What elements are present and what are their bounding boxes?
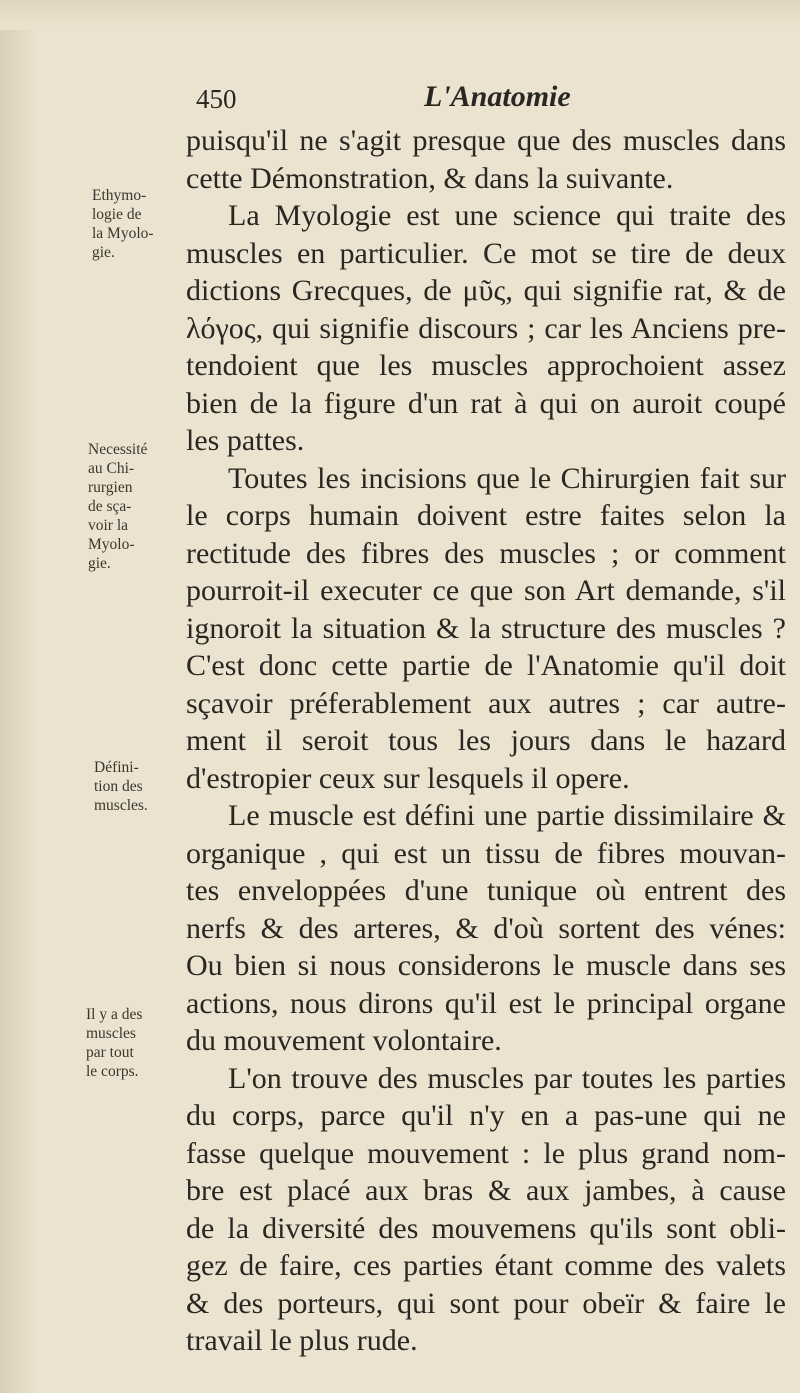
note-line: par tout bbox=[86, 1044, 134, 1061]
paragraph-intro bbox=[186, 122, 786, 197]
text-line: pourroit-il executer ce que son Art demande, s'il bbox=[186, 574, 786, 607]
paragraph-parties bbox=[186, 1060, 786, 1360]
text-line: cette Démonstration, & dans la suivante. bbox=[186, 161, 674, 195]
note-line: rurgien bbox=[88, 479, 133, 496]
marginal-note-ethymologie bbox=[92, 186, 188, 262]
marginal-note-definition bbox=[94, 758, 190, 815]
marginal-note-muscles-par-tout bbox=[86, 1005, 182, 1081]
text-line: La Myologie est une science qui traite des bbox=[228, 199, 786, 232]
marginal-note-necessite bbox=[88, 440, 184, 573]
text-line: ignoroit la situation & la structure des muscles ? bbox=[186, 611, 786, 645]
body-text bbox=[186, 122, 786, 1360]
note-line: Défini- bbox=[94, 759, 139, 776]
note-line: de sça- bbox=[88, 498, 132, 515]
text-line: nerfs & des arteres, & d'où sortent des vénes: bbox=[186, 911, 786, 945]
note-line: la Myolo- bbox=[92, 225, 154, 242]
running-title: L'Anatomie bbox=[424, 80, 571, 113]
text-line: C'est donc cette partie de l'Anatomie qu'il doit bbox=[186, 649, 786, 682]
text-line: puisqu'il ne s'agit presque que des muscles dans bbox=[186, 124, 786, 157]
text-line: bre est placé aux bras & aux jambes, à cause bbox=[186, 1174, 786, 1207]
text-line: actions, nous dirons qu'il est le principal organe bbox=[186, 986, 786, 1020]
note-line: Ethymo- bbox=[92, 187, 147, 204]
text-line: gez de faire, ces parties étant comme des valets bbox=[186, 1249, 786, 1282]
note-line: Necessité bbox=[88, 441, 148, 458]
text-line: tes enveloppées d'une tunique où entrent des bbox=[186, 874, 786, 907]
paragraph-definition bbox=[186, 797, 786, 1060]
text-line: & des porteurs, qui sont pour obeïr & faire le bbox=[186, 1286, 786, 1320]
text-line: Ou bien si nous considerons le muscle dans ses bbox=[186, 949, 786, 982]
text-line: les pattes. bbox=[186, 424, 305, 457]
text-line: Toutes les incisions que le Chirurgien fait sur bbox=[228, 461, 786, 495]
note-line: gie. bbox=[88, 555, 111, 572]
note-line: Il y a des bbox=[86, 1006, 143, 1023]
text-line: bien de la figure d'un rat à qui on auroit coupé bbox=[186, 386, 786, 420]
text-line: du corps, parce qu'il n'y en a pas-une qui ne bbox=[186, 1099, 786, 1132]
note-line: logie de bbox=[92, 206, 142, 223]
text-line: de la diversité des mouvemens qu'ils sont obli- bbox=[186, 1211, 786, 1245]
note-line: tion des bbox=[94, 778, 143, 795]
note-line: muscles bbox=[86, 1025, 136, 1042]
text-line: du mouvement volontaire. bbox=[186, 1024, 502, 1057]
note-line: gie. bbox=[92, 244, 115, 261]
text-line: dictions Grecques, de μῦς, qui signifie rat, & de bbox=[186, 274, 786, 307]
text-line: travail le plus rude. bbox=[186, 1324, 418, 1357]
page-gutter-shadow bbox=[0, 0, 40, 1393]
note-line: au Chi- bbox=[88, 460, 135, 477]
text-line: le corps humain doivent estre faites selon la bbox=[186, 499, 786, 532]
text-line: rectitude des fibres des muscles ; or comment bbox=[186, 536, 786, 570]
text-line: L'on trouve des muscles par toutes les parties bbox=[228, 1061, 786, 1095]
page-header bbox=[196, 80, 616, 120]
paragraph-chirurgien bbox=[186, 460, 786, 798]
text-line: d'estropier ceux sur lesquels il opere. bbox=[186, 761, 630, 795]
page-top-shadow bbox=[0, 0, 800, 30]
note-line: muscles. bbox=[94, 797, 148, 814]
text-line: organique , qui est un tissu de fibres mouvan- bbox=[186, 836, 786, 870]
text-line: fasse quelque mouvement : le plus grand nom- bbox=[186, 1136, 786, 1170]
paragraph-myologie bbox=[186, 197, 786, 460]
text-line: λόγος, qui signifie discours ; car les Anciens pre- bbox=[186, 311, 786, 345]
text-line: sçavoir préferablement aux autres ; car autre- bbox=[186, 686, 786, 720]
note-line: Myolo- bbox=[88, 536, 135, 553]
text-line: ment il seroit tous les jours dans le hazard bbox=[186, 724, 786, 757]
page-number: 450 bbox=[196, 84, 237, 114]
note-line: voir la bbox=[88, 517, 129, 534]
text-line: Le muscle est défini une partie dissimilaire & bbox=[228, 799, 786, 832]
text-line: tendoient que les muscles approchoient assez bbox=[186, 349, 786, 382]
note-line: le corps. bbox=[86, 1063, 139, 1080]
text-line: muscles en particulier. Ce mot se tire de deux bbox=[186, 236, 786, 270]
